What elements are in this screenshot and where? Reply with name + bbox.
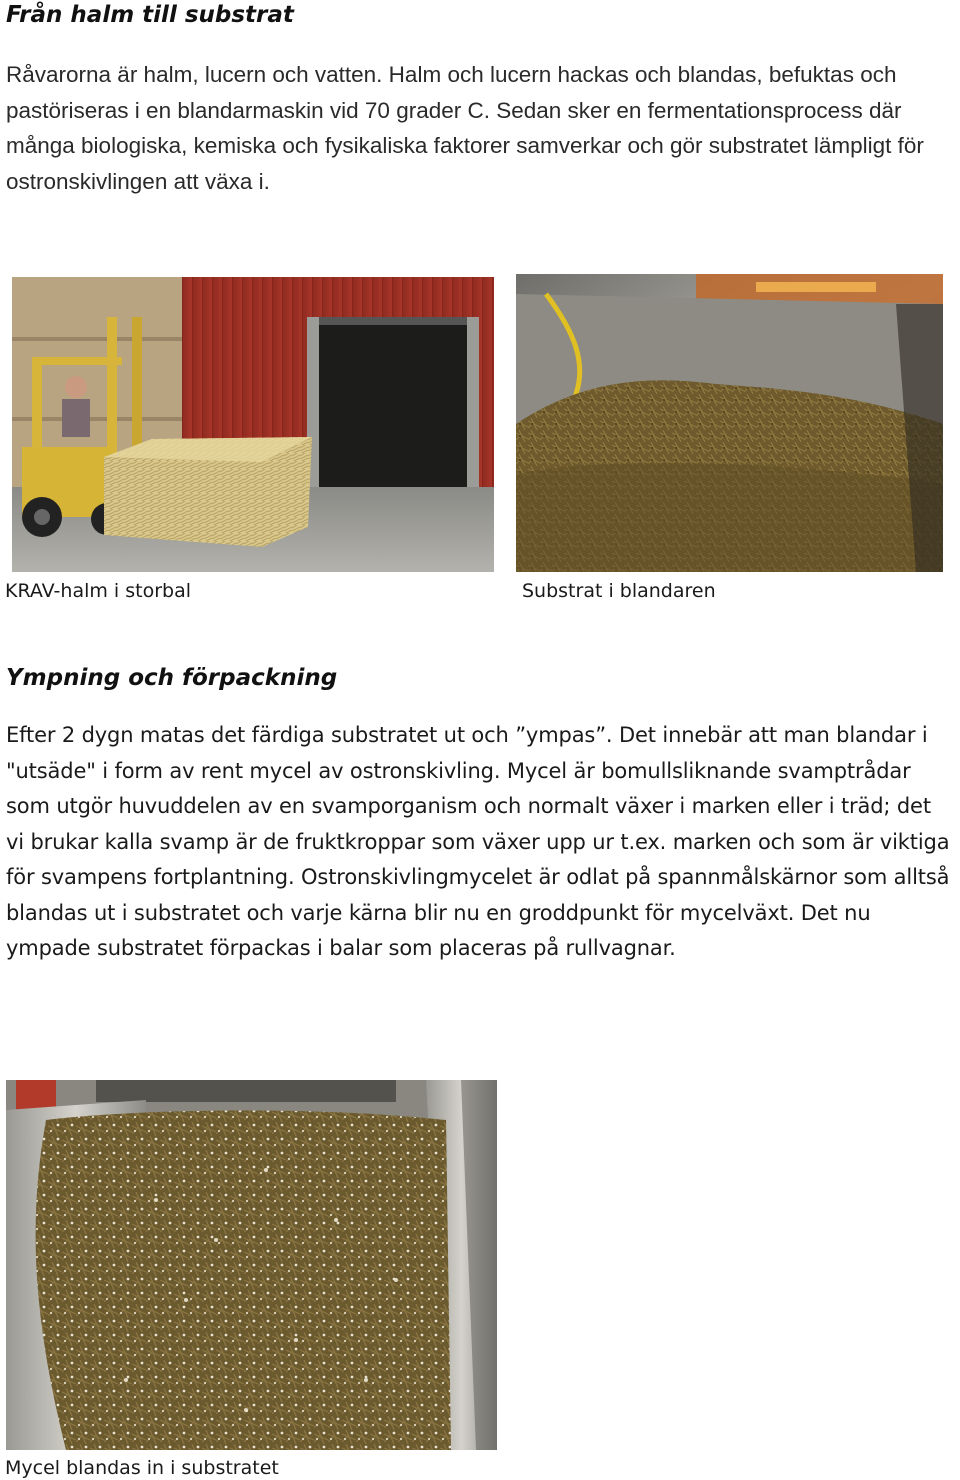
photo-mycelium-mixing-icon <box>6 1080 497 1450</box>
figure-caption-mycelium-mixing: Mycel blandas in i substratet <box>5 1457 279 1479</box>
inoculation-paragraph: Efter 2 dygn matas det färdiga substratet ut och ”ympas”. Det innebär att man blandar i "utsäde" i form av rent mycel av ostronskivling. Mycel är bomullsliknande svamptrådar som utgör huvuddelen av en svamporganism och normalt växer i marken eller i träd; det vi brukar kalla svamp är de fruktkroppar som växer upp ur t.ex. marken och som är viktiga för svampens fortplantning. Ostronskivlingmycelet är odlat på spannmålskärnor som alltså blandas ut i substratet och varje kärna blir nu en groddpunkt för mycelväxt. Det nu ympade substratet förpackas i balar som placeras på rullvagnar. <box>6 723 950 960</box>
photo-substrate-mixer-icon <box>516 274 943 572</box>
section-heading-straw-to-substrate: Från halm till substrat <box>6 2 294 28</box>
figure-caption-straw-bale: KRAV-halm i storbal <box>5 580 192 602</box>
photo-straw-bale-forklift-icon <box>12 277 494 572</box>
substrate-mixer-photo <box>516 274 943 572</box>
section-heading-inoculation-packing: Ympning och förpackning <box>6 665 338 691</box>
mycelium-mixing-photo <box>6 1080 497 1450</box>
straw-bale-forklift-photo <box>12 277 494 572</box>
figure-caption-substrate-mixer: Substrat i blandaren <box>522 580 716 602</box>
intro-paragraph: Råvarorna är halm, lucern och vatten. Halm och lucern hackas och blandas, befuktas och pastöriseras i en blandarmaskin vid 70 grader C. Sedan sker en fermentationsprocess där många biologiska, kemiska och fysikaliska faktorer samverkar och gör substratet lämpligt för ostronskivlingen att växa i. <box>6 62 924 194</box>
